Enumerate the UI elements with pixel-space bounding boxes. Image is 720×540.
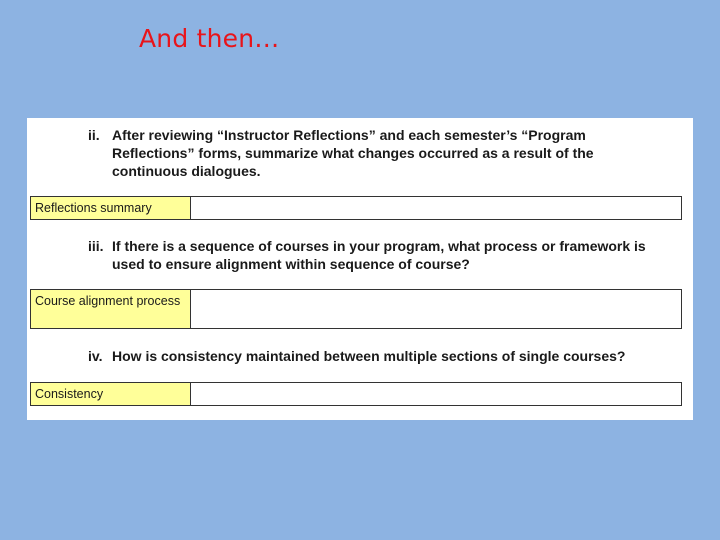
consistency-field[interactable] <box>191 383 681 405</box>
field-label: Consistency <box>31 383 191 405</box>
form-document <box>27 118 693 420</box>
reflections-summary-row <box>30 196 682 220</box>
question-iii <box>88 237 668 273</box>
question-number: ii. <box>88 127 100 143</box>
course-alignment-field[interactable] <box>191 290 681 328</box>
question-text: How is consistency maintained between multiple sections of single courses? <box>112 348 626 364</box>
slide-title: And then… <box>139 24 280 53</box>
course-alignment-row <box>30 289 682 329</box>
consistency-row <box>30 382 682 406</box>
reflections-summary-field[interactable] <box>191 197 681 219</box>
question-number: iv. <box>88 348 103 364</box>
question-text: After reviewing “Instructor Reflections” and each semester’s “Program Reflections” forms, summarize what changes occurred as a result of the continuous dialogues. <box>112 127 594 179</box>
question-text: If there is a sequence of courses in your program, what process or framework is used to ensure alignment within sequence of course? <box>112 238 646 272</box>
question-ii <box>88 126 648 180</box>
field-label: Course alignment process <box>31 290 191 328</box>
field-label: Reflections summary <box>31 197 191 219</box>
question-number: iii. <box>88 238 104 254</box>
question-iv <box>88 347 668 365</box>
